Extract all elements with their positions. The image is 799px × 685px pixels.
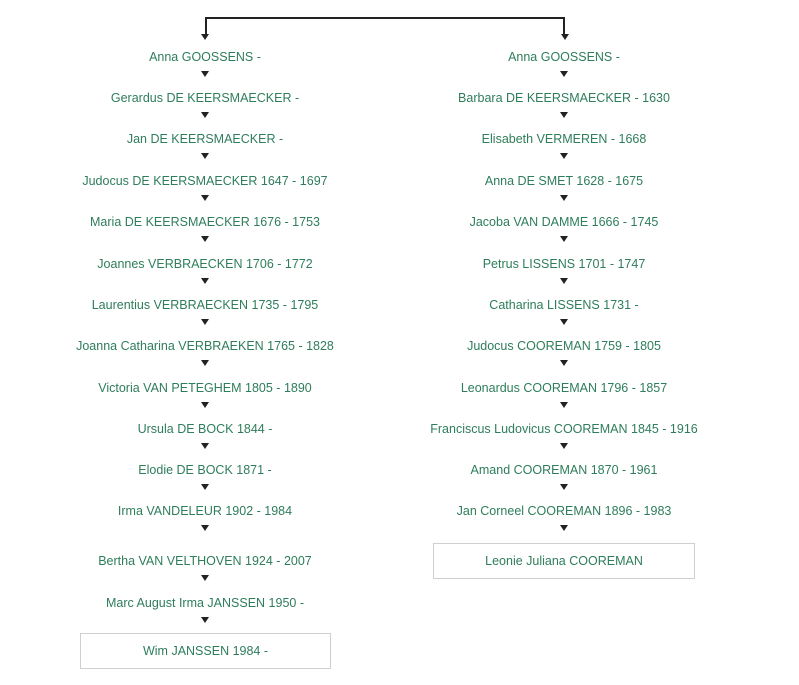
down-arrow-icon: [560, 236, 568, 242]
down-arrow-icon: [201, 153, 209, 159]
down-arrow-icon: [201, 278, 209, 284]
ancestor-name[interactable]: Franciscus Ludovicus COOREMAN 1845 - 1916: [430, 422, 698, 436]
down-arrow-icon: [560, 402, 568, 408]
ancestor-name[interactable]: Catharina LISSENS 1731 -: [489, 298, 639, 312]
ancestor-name[interactable]: Jan DE KEERSMAECKER -: [126, 132, 284, 146]
right-lineage-column: [414, 0, 714, 685]
ancestor-name[interactable]: Jan Corneel COOREMAN 1896 - 1983: [456, 504, 672, 518]
ancestor-name[interactable]: Petrus LISSENS 1701 - 1747: [482, 257, 646, 271]
ancestor-name[interactable]: Judocus COOREMAN 1759 - 1805: [467, 339, 661, 353]
ancestor-name[interactable]: Victoria VAN PETEGHEM 1805 - 1890: [98, 381, 312, 395]
ancestor-name[interactable]: Joanna Catharina VERBRAEKEN 1765 - 1828: [76, 339, 334, 353]
ancestor-name[interactable]: Leonardus COOREMAN 1796 - 1857: [460, 381, 668, 395]
down-arrow-icon: [560, 278, 568, 284]
down-arrow-icon: [560, 195, 568, 201]
down-arrow-icon: [560, 443, 568, 449]
final-person-name: Leonie Juliana COOREMAN: [485, 554, 643, 568]
ancestor-name[interactable]: Elisabeth VERMEREN - 1668: [481, 132, 647, 146]
final-person-box[interactable]: [433, 543, 695, 579]
down-arrow-icon: [201, 319, 209, 325]
ancestor-name[interactable]: Marc August Irma JANSSEN 1950 -: [106, 596, 304, 610]
down-arrow-icon: [560, 153, 568, 159]
ancestor-name[interactable]: Judocus DE KEERSMAECKER 1647 - 1697: [82, 174, 328, 188]
down-arrow-icon: [560, 484, 568, 490]
ancestor-name[interactable]: Jacoba VAN DAMME 1666 - 1745: [469, 215, 659, 229]
down-arrow-icon: [201, 360, 209, 366]
down-arrow-icon: [201, 617, 209, 623]
ancestor-name[interactable]: Joannes VERBRAECKEN 1706 - 1772: [97, 257, 313, 271]
down-arrow-icon: [201, 443, 209, 449]
final-person-box[interactable]: [80, 633, 331, 669]
down-arrow-icon: [560, 71, 568, 77]
down-arrow-icon: [201, 195, 209, 201]
ancestor-name[interactable]: Anna DE SMET 1628 - 1675: [484, 174, 644, 188]
down-arrow-icon: [201, 71, 209, 77]
down-arrow-icon: [201, 112, 209, 118]
final-person-name: Wim JANSSEN 1984 -: [142, 644, 269, 658]
left-lineage-column: [55, 0, 355, 685]
ancestor-name[interactable]: Laurentius VERBRAECKEN 1735 - 1795: [91, 298, 319, 312]
down-arrow-icon: [560, 525, 568, 531]
ancestor-name[interactable]: Anna GOOSSENS -: [508, 50, 620, 64]
ancestor-name[interactable]: Maria DE KEERSMAECKER 1676 - 1753: [90, 215, 320, 229]
down-arrow-icon: [201, 525, 209, 531]
ancestor-name[interactable]: Ursula DE BOCK 1844 -: [137, 422, 273, 436]
ancestor-name[interactable]: Anna GOOSSENS -: [149, 50, 261, 64]
ancestor-name[interactable]: Irma VANDELEUR 1902 - 1984: [117, 504, 293, 518]
down-arrow-icon: [201, 484, 209, 490]
down-arrow-icon: [201, 402, 209, 408]
down-arrow-icon: [201, 575, 209, 581]
down-arrow-icon: [201, 236, 209, 242]
ancestor-name[interactable]: Elodie DE BOCK 1871 -: [138, 463, 272, 477]
down-arrow-icon: [560, 319, 568, 325]
ancestor-name[interactable]: Barbara DE KEERSMAECKER - 1630: [458, 91, 670, 105]
ancestor-name[interactable]: Gerardus DE KEERSMAECKER -: [110, 91, 300, 105]
down-arrow-icon: [560, 112, 568, 118]
ancestor-name[interactable]: Amand COOREMAN 1870 - 1961: [470, 463, 658, 477]
down-arrow-icon: [560, 360, 568, 366]
ancestor-name[interactable]: Bertha VAN VELTHOVEN 1924 - 2007: [98, 554, 312, 568]
